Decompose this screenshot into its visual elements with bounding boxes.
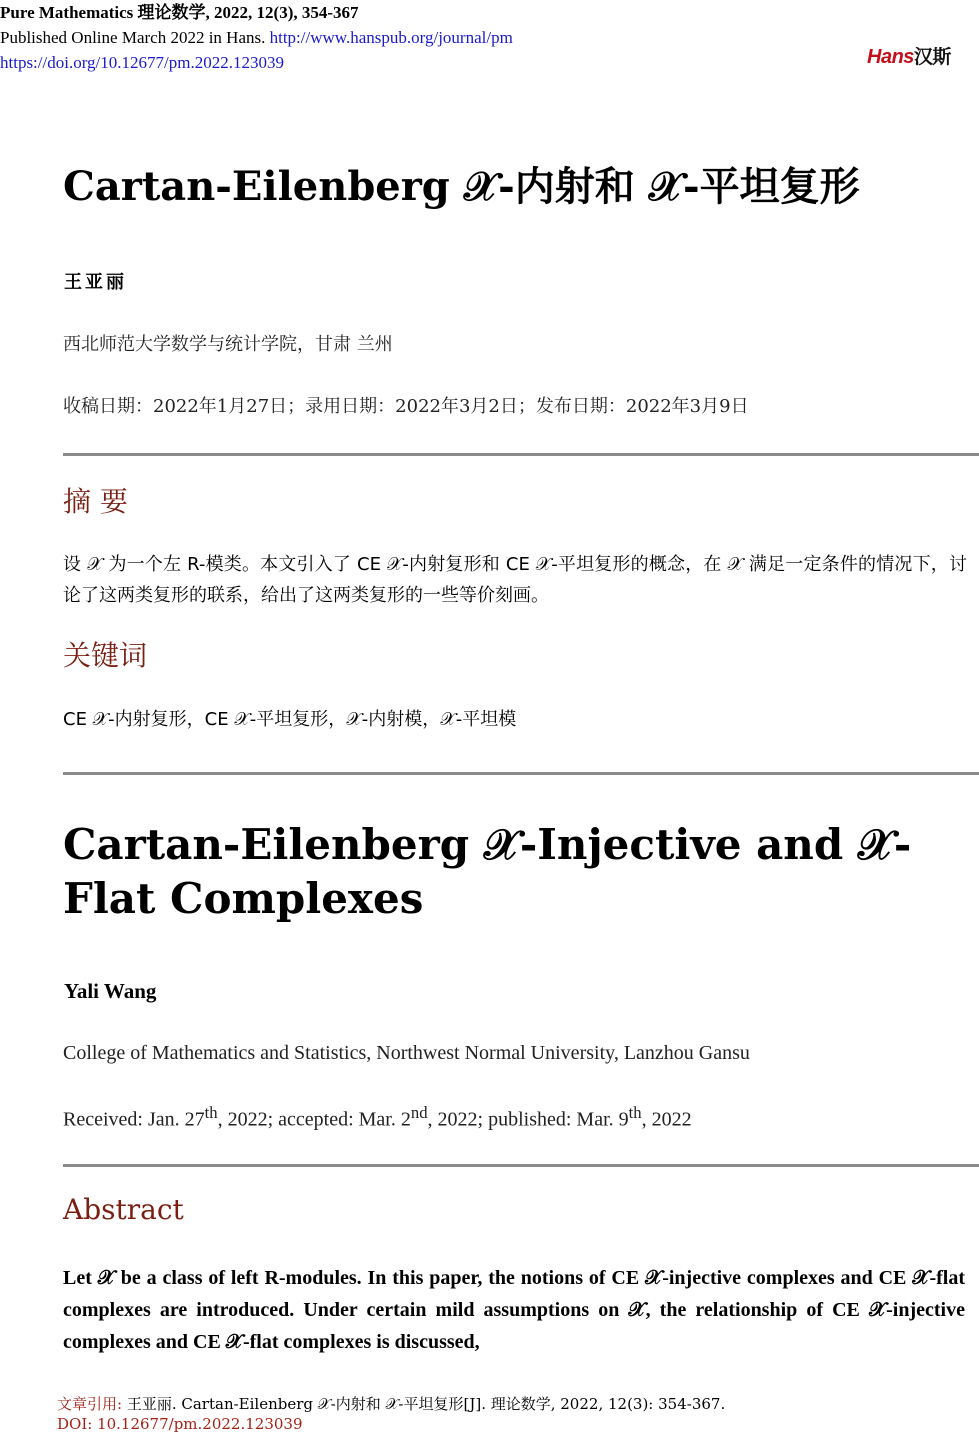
abstract-heading-cn: 摘 要 <box>63 485 128 518</box>
published-prefix: Published Online March 2022 in Hans. <box>0 28 266 47</box>
author-en: Yali Wang <box>64 979 157 1003</box>
journal-name: Pure Mathematics 理论数学, 2022, 12(3), 354-367 <box>0 3 359 22</box>
cite-label: 文章引用: <box>57 1395 123 1413</box>
doi-footer[interactable]: DOI: 10.12677/pm.2022.123039 <box>57 1415 303 1433</box>
abstract-heading-en: Abstract <box>63 1193 184 1226</box>
hans-logo-cn: 汉斯 <box>913 47 951 68</box>
accepted-sup: nd <box>410 1103 428 1122</box>
accepted-date: , 2022; accepted: Mar. 2 <box>217 1108 411 1131</box>
citation-text: 王亚丽. Cartan-Eilenberg 𝒳-内射和 𝒳-平坦复形[J]. 理论数学, 2022, 12(3): 354-367. <box>126 1395 726 1413</box>
page-title-cn: Cartan-Eilenberg 𝒳-内射和 𝒳-平坦复形 <box>63 163 860 210</box>
section-divider <box>63 1164 979 1167</box>
abstract-en: Let 𝒳 be a class of left R-modules. In this paper, the notions of CE 𝒳-injective complexes and CE 𝒳-flat complexes are introduced. Under certain mild assumptions on 𝒳, the relationship of CE 𝒳-injective complexes and CE 𝒳-flat complexes is discussed, <box>63 1267 965 1353</box>
section-divider <box>63 453 979 456</box>
dates-suffix: , 2022 <box>641 1108 692 1131</box>
received-date: Received: Jan. 27 <box>63 1108 205 1131</box>
received-sup: th <box>204 1103 218 1122</box>
affiliation-en: College of Mathematics and Statistics, Northwest Normal University, Lanzhou Gansu <box>63 1042 750 1064</box>
journal-url-link[interactable]: http://www.hanspub.org/journal/pm <box>269 28 513 47</box>
citation-footer <box>57 1393 725 1414</box>
journal-header <box>0 0 513 75</box>
doi-url-link[interactable]: https://doi.org/10.12677/pm.2022.123039 <box>0 53 284 72</box>
section-divider <box>63 772 979 775</box>
author-cn: 王亚丽 <box>64 272 127 293</box>
keywords-cn: CE 𝒳-内射复形，CE 𝒳-平坦复形，𝒳-内射模，𝒳-平坦模 <box>63 709 517 730</box>
dates-cn: 收稿日期：2022年1月27日；录用日期：2022年3月2日；发布日期：2022年3月9日 <box>63 396 749 417</box>
hans-logo <box>867 42 951 69</box>
hans-logo-text: Hans <box>867 46 914 68</box>
keywords-heading-cn: 关键词 <box>63 639 148 672</box>
page-title-en: Cartan-Eilenberg 𝒳-Injective and 𝒳-Flat Complexes <box>63 820 912 923</box>
published-sup: th <box>628 1103 642 1122</box>
affiliation-cn: 西北师范大学数学与统计学院，甘肃 兰州 <box>63 334 393 355</box>
abstract-cn: 设 𝒳 为一个左 R-模类。本文引入了 CE 𝒳-内射复形和 CE 𝒳-平坦复形的概念，在 𝒳 满足一定条件的情况下，讨论了这两类复形的联系，给出了这两类复形的一些等价刻画。 <box>63 554 967 606</box>
dates-en <box>63 1103 692 1132</box>
published-line <box>0 25 513 50</box>
published-date: , 2022; published: Mar. 9 <box>427 1108 629 1131</box>
